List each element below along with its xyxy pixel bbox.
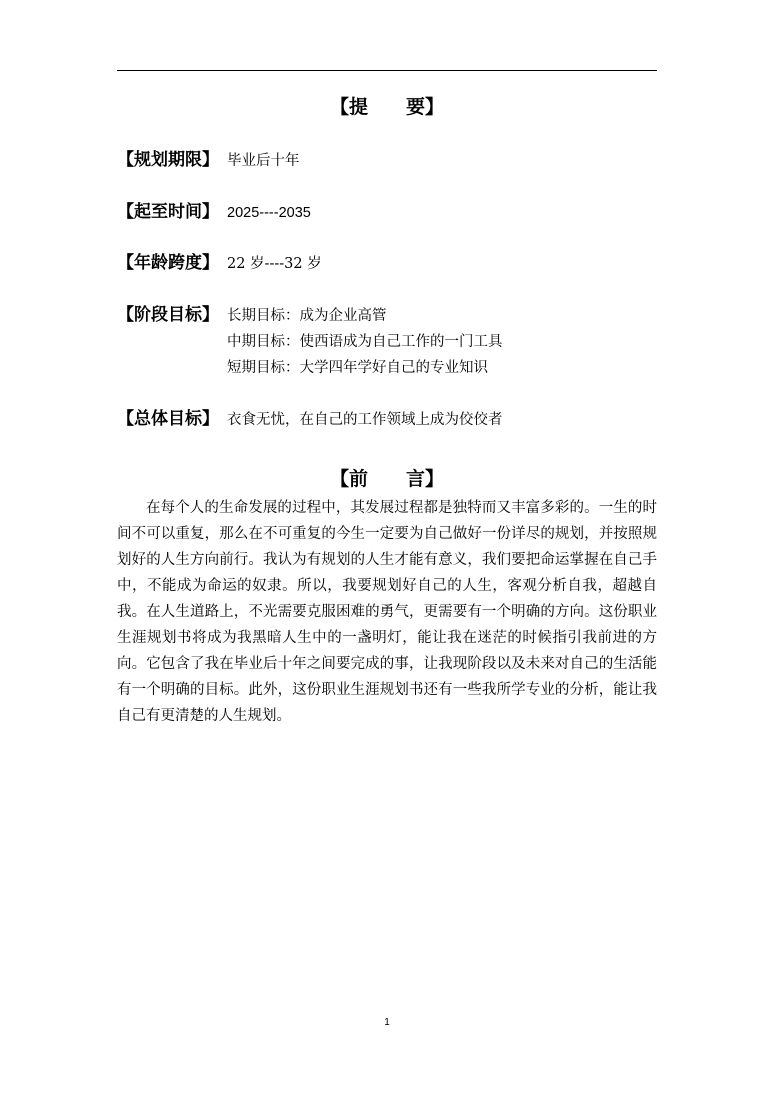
field-stage-goals <box>117 300 503 377</box>
field-planning-period <box>117 145 300 170</box>
preface-paragraph: 在每个人的生命发展的过程中，其发展过程都是独特而又丰富多彩的。一生的时间不可以重复，那么在不可重复的今生一定要为自己做好一份详尽的规划，并按照规划好的人生方向前行。我认为有规划的人生才能有意义，我们要把命运掌握在自己手中，不能成为命运的奴隶。所以，我要规划好自己的人生，客观分析自我，超越自我。在人生道路上，不光需要克服困难的勇气，更需要有一个明确的方向。这份职业生涯规划书将成为我黑暗人生中的一盏明灯，能让我在迷茫的时候指引我前进的方向。它包含了我在毕业后十年之间要完成的事，让我现阶段以及未来对自己的生活能有一个明确的目标。此外，这份职业生涯规划书还有一些我所学专业的分析，能让我自己有更清楚的人生规划。 <box>117 500 657 724</box>
field-value: 毕业后十年 <box>227 153 300 169</box>
field-label: 【起至时间】 <box>117 202 219 222</box>
field-label: 【规划期限】 <box>117 150 219 170</box>
preface-title: 【前 言】 <box>329 468 444 490</box>
field-label: 【年龄跨度】 <box>117 253 219 273</box>
goal-mid-term: 中期目标：使西语成为自己工作的一门工具 <box>227 334 503 350</box>
goal-list <box>227 308 503 377</box>
field-value: 22 岁----32 岁 <box>227 256 322 272</box>
field-value: 2025----2035 <box>227 205 311 221</box>
summary-title: 【提 要】 <box>329 96 444 118</box>
field-label: 【总体目标】 <box>117 409 219 429</box>
field-time-span <box>117 197 311 222</box>
page-number: 1 <box>384 1017 390 1028</box>
goal-short-term: 短期目标：大学四年学好自己的专业知识 <box>227 360 488 376</box>
field-value: 衣食无忧，在自己的工作领域上成为佼佼者 <box>227 412 503 428</box>
field-overall-goal <box>117 404 503 429</box>
field-age-span <box>117 248 322 273</box>
header-rule <box>117 70 657 71</box>
field-label: 【阶段目标】 <box>117 305 219 325</box>
goal-long-term: 长期目标：成为企业高管 <box>227 308 387 324</box>
